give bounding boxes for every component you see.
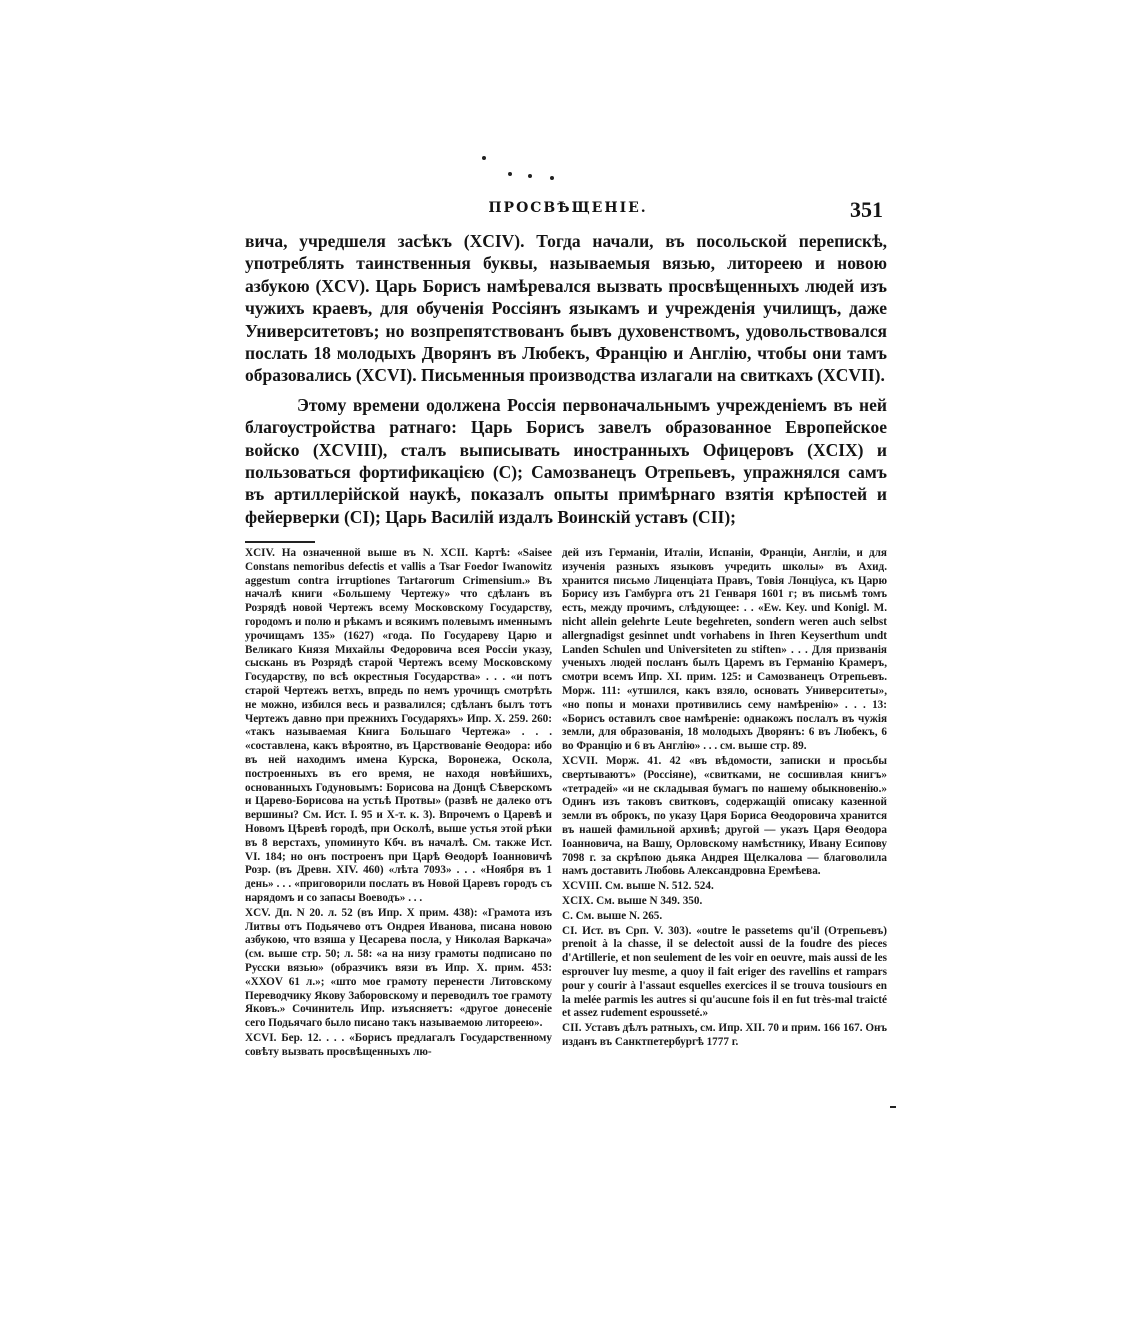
body-paragraph: Этому времени одолжена Россія первоначальнымъ учрежденіемъ въ ней благоустройства ратнаго: Царь Борисъ завелъ образованное Европейское войско (XCVIII), сталъ выписывать иностранныхъ Офицеровъ (XCIX) и пользоваться фортификацією (C); Самозванецъ Отрепьевъ, упражнялся самъ въ артиллерійской наукѣ, показалъ опыты примѣрнаго взятія крѣпостей и фейерверки (CI); Царь Василій издалъ Воинскій уставъ (CII);	[245, 394, 887, 527]
footnote: дей изъ Германіи, Италіи, Испаніи, Франціи, Англіи, и для изученія разныхъ языковъ учредить школы» въ Ахид. хранится письмо Лиценціата Правъ, Товія Лонціуса, къ Царю Борису изъ Гамбурга отъ 21 Генваря 1601 г; въ письмѣ томъ есть, между прочимъ, слѣдующее: . . «Ew. Key. und Konigl. M. nicht allein gelehrte Leute begehreten, sondern weren auch selbst allergnadigst gesinnet undt vorhabens in Ihren Keyserthum undt Landen Schulen und Universiteten zu stiften» . . . Для призванія ученыхъ людей посланъ былъ Царемъ въ Германію Крамеръ, смотри всемъ Ипр. XI. прим. 125: и Самозванецъ Отрепьевъ. Морж. 111: «утшился, какъ взяло, основать Университеты», «но попы и монахи противились сему намѣренію» . . . 13: «Борисъ оставилъ свое намѣреніе: однакожъ послалъ въ чужія земли, для образованія, 18 молодыхъ Дворянъ: 6 въ Любекъ, 6 во Францію и 6 въ Англію» . . . см. выше стр. 89.	[562, 547, 887, 753]
running-head: ПРОСВѢЩЕНІЕ.	[488, 200, 648, 216]
footnote: CI. Ист. въ Срп. V. 303). «outre le passetems qu'il (Отрепьевъ) prenoit à la chasse, il se delectoit aussi de la foudre des pieces d'Artillerie, et non seulement de les voir en oeuvre, mais aussi de les esprouver luy mesme, a quoy il fait eriger des ravellins et rampars pour y courir à l'assaut esquelles exercices il se trouva tousiours en la melée parmis les autres si qu'aucune fois il en fut très-mal traicté et assez rudement espousseté.»	[562, 924, 887, 1020]
footnote: XCIV. На означенной выше въ N. XCII. Картѣ: «Saisee Constans nemoribus defectis et vallis a Tsar Foedor Iwanowitz aggestum contra irruptiones Tartarorum Crimensium.» Въ началѣ книги «Большему Чертежу» что сдѣланъ въ Розрядѣ новой Чертежъ всему Московскому Государству, городомъ и полю и рѣкамъ и всякимъ полевымъ именнымъ урочищамъ 135» (1627) «года. По Государеву Царю и Великаго Князя Михайлы Федоровича всея Россіи указу, сыскань въ Розрядѣ старой Чертежъ всему Московскому Государству, по всѣ окрестныя Государства» . . . «и потъ старой Чертежъ ветхъ, впредь по немъ урочищъ смотрѣть не можно, избился весь и развалился; сдѣланъ былъ тотъ Чертежъ давно при прежнихъ Государяхъ» Ипр. Х. 259. 260: «такъ называемая Книга Большаго Чертежа» . . . «составлена, какъ вѣроятно, въ Царствованіе Ѳеодора: ибо въ ней находимъ имена Курска, Воронежа, Оскола, построенныхъ въ его время, не находя новѣйшихъ, основанныхъ Годуновымъ: Борисова на Донцѣ Сѣверскомъ и Царево-Борисова на устьѣ Протвы» (развѣ не далеко отъ вершины? См. Ист. I. 95 и Х-т. к. 3). Впрочемъ о Царевѣ и Новомъ Цѣревѣ городѣ, при Осколѣ, выше устья этой рѣки въ 8 верстахъ, упоминуто Кбч. въ началѣ. См. также Ист. VI. 184; но онъ построенъ при Царѣ Ѳеодорѣ Іоанновичѣ Розр. (въ Древн. XIV. 460) «лѣта 7093» . . . «Ноября въ 1 день» . . . «приговорили послать въ Новой Царевъ городъ съ нарядомъ и со запасы Воеводъ» . . .	[245, 547, 552, 904]
footnote: XCVIII. См. выше N. 512. 524.	[562, 880, 714, 893]
main-text	[245, 230, 887, 528]
footnotes-right-column	[562, 547, 887, 1051]
footnote: XCV. Дп. N 20. л. 52 (въ Ипр. Х прим. 438): «Грамота изъ Литвы отъ Подьячево отъ Ондрея Иванова, писана новою азбукою, что взяша у Цесарева посла, у Николая Варкача» (см. выше стр. 50; л. 58: «а на низу грамоты подписано по Русски вязью» (образчикъ вязи въ Ипр. Х. прим. 453: «ХХОV 61 л.»; «што мое грамоту перенести Литовскому Переводчику Якову Заборовскому и переводилъ тое грамоту Яковъ.» Сочинитель Ипр. изъясняетъ: «другое донесеніе сего Подьячаго было писано такъ называемою литореею».	[245, 906, 552, 1030]
footnote-rule	[245, 541, 315, 543]
margin-mark	[890, 1106, 896, 1108]
footnote: XCIX. См. выше N 349. 350.	[562, 894, 703, 907]
footnote: XCVI. Бер. 12. . . . «Борисъ предлагалъ Государственному совѣту вызвать просвѣщенныхъ лю-	[245, 1031, 552, 1058]
body-paragraph: вича, учредшеля засѣкъ (XCIV). Тогда начали, въ посольской перепискѣ, употреблять таинственныя буквы, называемыя вязью, литореею и новою азбукою (XCV). Царь Борисъ намѣревался вызвать просвѣщенныхъ людей изъ чужихъ краевъ, для обученія Россіянъ языкамъ и учрежденія училищъ, даже Университетовъ; но возпрепятствованъ бывъ духовенствомъ, удовольствовался послать 18 молодыхъ Дворянъ въ Любекъ, Францію и Англію, чтобы они тамъ образовались (XCVI). Письменныя производства излагали на свиткахъ (XCVII).	[245, 231, 887, 386]
decorative-dots	[470, 150, 590, 190]
footnote: CII. Уставъ дѣлъ ратныхъ, см. Ипр. XII. 70 и прим. 166 167. Онъ изданъ въ Санктпетербургѣ 1777 г.	[562, 1022, 887, 1048]
footnote: XCVII. Морж. 41. 42 «въ вѣдомости, записки и просьбы свертываютъ» (Россіяне), «свитками, не сосшивлая книгъ» «тетрадей» «и не складывая бумагъ по нашему обыкновенію.» Одинъ изъ таковъ свитковъ, содержащій описаку казенной земли въ оброкъ, по указу Царя Бориса Ѳеодоровича хранится въ нашей фамильной архивѣ; другой — указъ Царя Ѳеодора Іоанновича, на Вашу, Орловскому намѣстнику, Ивану Есипову 7098 г. за скрѣпою дьяка Андрея Щелкалова — благоволила намъ доставить Любовь Александровна Еремѣева.	[562, 754, 887, 878]
footnote: C. См. выше N. 265.	[562, 909, 663, 922]
page-number: 351	[850, 197, 883, 222]
footnotes-left-column	[245, 547, 552, 1060]
